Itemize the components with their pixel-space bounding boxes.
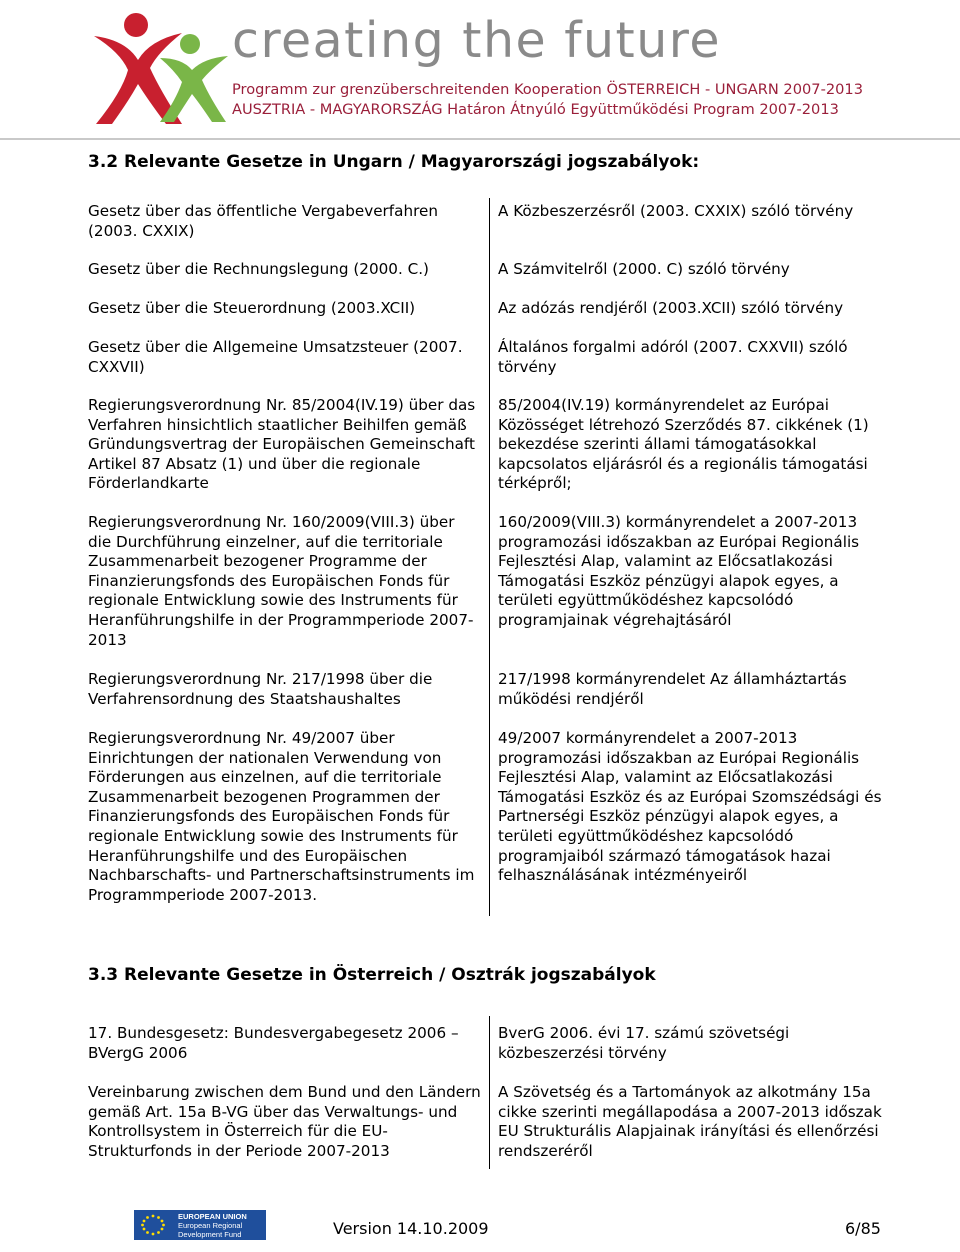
law-entry-de: 17. Bundesgesetz: Bundesvergabegesetz 2006 – BVergG 2006 bbox=[88, 1024, 459, 1062]
law-entry-de: Regierungsverordnung Nr. 85/2004(IV.19) über das Verfahren hinsichtlich staatlicher Beihilfen gemäß Gründungsvertrag der Europäischen Gemeinschaft Artikel 87 Absatz (1) und über die regionale Förderlandkarte bbox=[88, 396, 476, 493]
page-header bbox=[0, 0, 960, 140]
eu-flag-logo bbox=[134, 1210, 266, 1242]
column-divider bbox=[489, 1016, 490, 1169]
page-number: 6/85 bbox=[845, 1219, 881, 1238]
document-version: Version 14.10.2009 bbox=[333, 1219, 489, 1238]
column-divider bbox=[489, 198, 490, 916]
law-entry-hu: 85/2004(IV.19) kormányrendelet az Európai Közösséget létrehozó Szerződés 87. cikkének (1) bekezdése szerinti állami támogatásokkal kapcsolatos eljárásról és a regionális támogatási térképről; bbox=[498, 396, 869, 493]
law-entry-hu: Az adózás rendjéről (2003.XCII) szóló törvény bbox=[498, 299, 844, 317]
eu-line-3: Development Fund bbox=[178, 1230, 242, 1239]
law-entry-hu: A Közbeszerzésről (2003. CXXIX) szóló törvény bbox=[498, 202, 854, 220]
brand-subtitle-hu: AUSZTRIA - MAGYARORSZÁG Határon Átnyúló Együttműködési Program 2007-2013 bbox=[232, 101, 839, 118]
law-entry-de: Vereinbarung zwischen dem Bund und den Ländern gemäß Art. 15a B-VG über das Verwaltungs- und Kontrollsystem in Österreich für die EU-Strukturfonds in der Periode 2007-2013 bbox=[88, 1083, 481, 1160]
brand-subtitle-de: Programm zur grenzüberschreitenden Kooperation ÖSTERREICH - UNGARN 2007-2013 bbox=[232, 81, 863, 98]
law-entry-hu: 217/1998 kormányrendelet Az államháztartás működési rendjéről bbox=[498, 670, 847, 708]
law-entry-de: Regierungsverordnung Nr. 49/2007 über Einrichtungen der nationalen Verwendung von Förderungen aus einzelnen, auf die territoriale Zusammenarbeit bezogenen Programmen der Finanzierungsfonds des Europäischen Fonds für regionale Entwicklung sowie des Instruments für Heranführungshilfe und des Europäischen Nachbarschafts- und Partnerschaftsinstruments im Programmperiode 2007-2013. bbox=[88, 729, 475, 904]
law-entry-hu: BverG 2006. évi 17. számú szövetségi közbeszerzési törvény bbox=[498, 1024, 790, 1062]
law-entry-de: Regierungsverordnung Nr. 217/1998 über die Verfahrensordnung des Staatshaushaltes bbox=[88, 670, 433, 708]
law-entry-hu: 49/2007 kormányrendelet a 2007-2013 programozási időszakban az Európai Regionális Fejlesztési Alap, valamint az Előcsatlakozási Támogatási Eszköz és az Európai Szomszédsági és Partnerségi Eszköz pénzügyi alapok egyes, a területi együttműködéshez kapcsolódó programjaiból származó támogatások hazai felhasználásának intézményeiről bbox=[498, 729, 882, 885]
program-logo-figures bbox=[86, 6, 236, 130]
eu-line-1: EUROPEAN UNION bbox=[178, 1212, 247, 1221]
law-entry-de: Gesetz über die Rechnungslegung (2000. C.) bbox=[88, 260, 429, 278]
law-entry-hu: 160/2009(VIII.3) kormányrendelet a 2007-2013 programozási időszakban az Európai Regionális Fejlesztési Alap, valamint az Előcsatlakozási Támogatási Eszköz pénzügyi alapok egyes, a területi együttműködéshez kapcsolódó programjainak végrehajtásáról bbox=[498, 513, 860, 629]
law-entry-hu: Általános forgalmi adóról (2007. CXXVII) szóló törvény bbox=[498, 338, 848, 376]
section-heading-3-2: 3.2 Relevante Gesetze in Ungarn / Magyarországi jogszabályok: bbox=[88, 152, 700, 172]
law-entry-de: Gesetz über die Steuerordnung (2003.XCII) bbox=[88, 299, 416, 317]
header-divider bbox=[0, 138, 960, 140]
eu-line-2: European Regional bbox=[178, 1221, 243, 1230]
brand-title: creating the future bbox=[232, 12, 722, 69]
law-entry-de: Regierungsverordnung Nr. 160/2009(VIII.3) über die Durchführung einzelner, auf die territoriale Zusammenarbeit bezogener Programme der Finanzierungsfonds des Europäischen Fonds für regionale Entwicklung sowie des Instruments für Heranführungshilfe in der Programmperiode 2007-2013 bbox=[88, 513, 474, 649]
law-entry-de: Gesetz über das öffentliche Vergabeverfahren (2003. CXXIX) bbox=[88, 202, 438, 240]
law-entry-hu: A Szövetség és a Tartományok az alkotmány 15a cikke szerinti megállapodása a 2007-2013 időszak EU Strukturális Alapjainak irányítási és ellenőrzési rendszeréről bbox=[498, 1083, 882, 1160]
law-entry-de: Gesetz über die Allgemeine Umsatzsteuer (2007. CXXVII) bbox=[88, 338, 463, 376]
section-heading-3-3: 3.3 Relevante Gesetze in Österreich / Osztrák jogszabályok bbox=[88, 965, 656, 985]
law-entry-hu: A Számvitelről (2000. C) szóló törvény bbox=[498, 260, 790, 278]
